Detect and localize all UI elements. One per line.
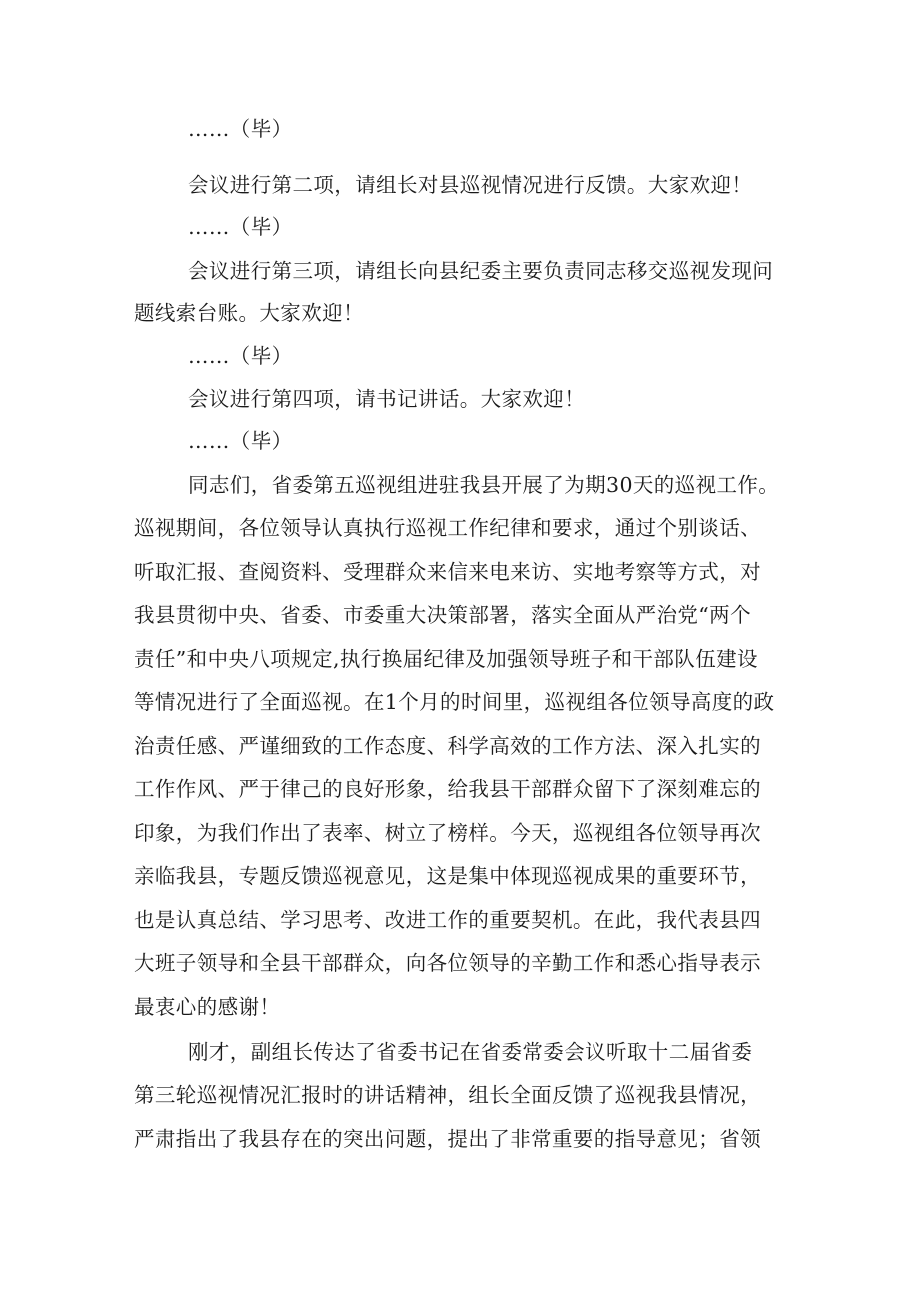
- speech-paragraph-1-line-2: 巡视期间，各位领导认真执行巡视工作纪律和要求，通过个别谈话、: [134, 516, 761, 540]
- agenda-item-3-line-2: 题线索台账。大家欢迎！: [134, 301, 364, 325]
- speech-paragraph-1-line-1: 同志们，省委第五巡视组进驻我县开展了为期30天的巡视工作。: [188, 473, 780, 497]
- speech-paragraph-1-line-4: 我县贯彻中央、省委、市委重大决策部署，落实全面从严治党“两个: [134, 603, 751, 627]
- speech-paragraph-1-line-6: 等情况进行了全面巡视。在1个月的时间里，巡视组各位领导高度的政: [134, 690, 775, 714]
- end-mark-1: ……（毕）: [188, 117, 293, 141]
- agenda-item-2: 会议进行第二项，请组长对县巡视情况进行反馈。大家欢迎！: [188, 173, 753, 197]
- agenda-item-3-line-1: 会议进行第三项，请组长向县纪委主要负责同志移交巡视发现问: [188, 259, 774, 283]
- speech-paragraph-1-line-9: 印象，为我们作出了表率、树立了榜样。今天，巡视组各位领导再次: [134, 821, 761, 845]
- speech-paragraph-1-line-8: 工作作风、严于律己的良好形象，给我县干部群众留下了深刻难忘的: [134, 777, 761, 801]
- speech-paragraph-1-line-13: 最衷心的感谢！: [134, 995, 281, 1019]
- speech-paragraph-1-line-12: 大班子领导和全县干部群众，向各位领导的辛勤工作和悉心指导表示: [134, 951, 761, 975]
- end-mark-3: ……（毕）: [188, 344, 293, 368]
- speech-paragraph-1-line-3: 听取汇报、查阅资料、受理群众来信来电来访、实地考察等方式，对: [134, 560, 761, 584]
- speech-paragraph-1-line-7: 治责任感、严谨细致的工作态度、科学高效的工作方法、深入扎实的: [134, 734, 761, 758]
- speech-paragraph-2-line-3: 严肃指出了我县存在的突出问题，提出了非常重要的指导意见；省领: [134, 1127, 761, 1151]
- speech-paragraph-2-line-2: 第三轮巡视情况汇报时的讲话精神，组长全面反馈了巡视我县情况，: [134, 1083, 761, 1107]
- speech-paragraph-2-line-1: 刚才，副组长传达了省委书记在省委常委会议听取十二届省委: [188, 1040, 753, 1064]
- speech-paragraph-1-line-11: 也是认真总结、学习思考、改进工作的重要契机。在此，我代表县四: [134, 908, 761, 932]
- agenda-item-4: 会议进行第四项，请书记讲话。大家欢迎！: [188, 387, 586, 411]
- end-mark-4: ……（毕）: [188, 429, 293, 453]
- end-mark-2: ……（毕）: [188, 215, 293, 239]
- speech-paragraph-1-line-5: 责任”和中央八项规定,执行换届纪律及加强领导班子和干部队伍建设: [134, 647, 758, 671]
- speech-paragraph-1-line-10: 亲临我县，专题反馈巡视意见，这是集中体现巡视成果的重要环节，: [134, 864, 761, 888]
